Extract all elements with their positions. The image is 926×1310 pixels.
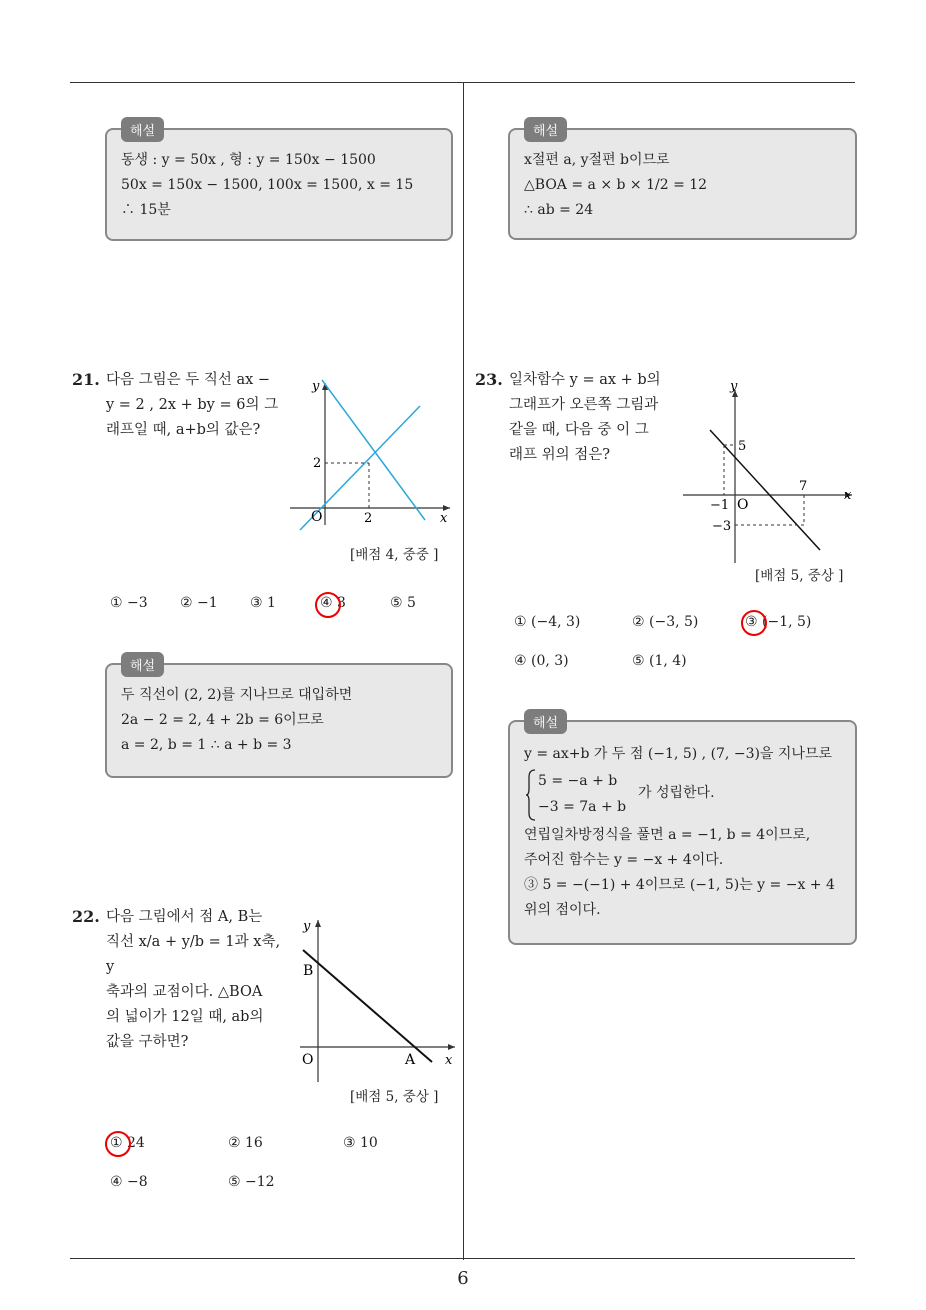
question-text-line: 축과의 교점이다. △BOA: [106, 984, 263, 1000]
question-text-line: 래프 위의 점은?: [509, 447, 611, 463]
line-AB: [303, 950, 432, 1062]
score-meta: [배점 4, 중중 ]: [350, 547, 439, 563]
solution-line: 동생 : y = 50x , 형 : y = 150x − 1500: [121, 152, 376, 168]
question-text: [509, 368, 679, 468]
choice-2[interactable]: ② (−3, 5): [632, 614, 699, 630]
solution-line: a = 2, b = 1 ∴ a + b = 3: [121, 737, 292, 753]
choice-4[interactable]: ④ (0, 3): [514, 653, 569, 669]
question-text-line: 일차함수 y = ax + b의: [509, 372, 661, 388]
question-text-line: 래프일 때, a+b의 값은?: [106, 422, 261, 438]
page-number: 6: [457, 1268, 469, 1289]
y-tick-label-minus3: −3: [712, 519, 732, 534]
origin-label: O: [302, 1052, 314, 1068]
point-b-label: B: [303, 963, 314, 979]
solution-line: ∴ ab = 24: [524, 202, 594, 218]
choice-3[interactable]: ③ (−1, 5): [745, 614, 812, 630]
question-text-line: 의 넓이가 12일 때, ab의: [106, 1009, 264, 1025]
x-tick-label: 2: [364, 511, 373, 526]
choice-1[interactable]: ① 24: [110, 1135, 145, 1151]
y-tick-label: 2: [313, 456, 322, 471]
graph-q23: [680, 375, 860, 565]
left-brace-icon: [526, 769, 536, 821]
question-text: [106, 905, 286, 1055]
choice-3[interactable]: ③ 1: [250, 595, 276, 611]
choice-1[interactable]: ① (−4, 3): [514, 614, 581, 630]
question-text-line: 다음 그림에서 점 A, B는: [106, 909, 263, 925]
solution-line: 50x = 150x − 1500, 100x = 1500, x = 15: [121, 177, 414, 193]
solution-box-20: [105, 124, 453, 241]
answer-mark-circle-icon: [315, 592, 341, 618]
x-axis-label: x: [844, 488, 852, 503]
equation-line: 5 = −a + b: [538, 773, 618, 789]
choice-1[interactable]: ① −3: [110, 595, 148, 611]
choice-3[interactable]: ③ 10: [343, 1135, 378, 1151]
column-divider: [463, 82, 464, 1260]
equation-system: [524, 767, 841, 823]
y-axis-arrow-icon: [315, 920, 321, 927]
answer-mark-circle-icon: [105, 1131, 131, 1157]
score-meta: [배점 5, 중상 ]: [350, 1089, 439, 1105]
score-meta: [배점 5, 중상 ]: [755, 568, 844, 584]
y-axis-label: y: [303, 919, 311, 934]
choice-2[interactable]: ② −1: [180, 595, 218, 611]
solution-line: x절편 a, y절편 b이므로: [524, 152, 670, 168]
y-axis-label: y: [730, 379, 738, 394]
origin-label: O: [737, 497, 749, 513]
origin-label: O: [311, 509, 323, 525]
equation-line: −3 = 7a + b: [538, 799, 627, 815]
x-axis-label: x: [445, 1053, 453, 1068]
solution-line: 연립일차방정식을 풀면 a = −1, b = 4이므로,: [524, 827, 811, 843]
solution-line: ③ 5 = −(−1) + 4이므로 (−1, 5)는 y = −x + 4: [524, 877, 835, 893]
question-text-line: 직선 x/a + y/b = 1과 x축, y: [106, 934, 281, 975]
solution-line: y = ax+b 가 두 점 (−1, 5) , (7, −3)을 지나므로: [524, 746, 833, 762]
choice-2[interactable]: ② 16: [228, 1135, 263, 1151]
graph-q21: [285, 375, 455, 535]
solution-line: ∴ 15분: [121, 202, 171, 218]
solution-line: 주어진 함수는 y = −x + 4이다.: [524, 852, 724, 868]
choice-5[interactable]: ⑤ (1, 4): [632, 653, 687, 669]
x-axis-arrow-icon: [448, 1044, 455, 1050]
x-tick-label-minus1: −1: [710, 498, 730, 513]
x-axis-label: x: [440, 511, 448, 526]
y-axis-label: y: [312, 379, 320, 394]
question-text: [106, 368, 286, 443]
answer-mark-circle-icon: [741, 610, 767, 636]
solution-line: △BOA = a × b × 1/2 = 12: [524, 177, 708, 193]
bottom-rule: [70, 1258, 855, 1259]
solution-line: 2a − 2 = 2, 4 + 2b = 6이므로: [121, 712, 324, 728]
solution-line: 두 직선이 (2, 2)를 지나므로 대입하면: [121, 687, 353, 703]
question-text-line: 값을 구하면?: [106, 1034, 189, 1050]
question-text-line: 같을 때, 다음 중 이 그: [509, 422, 649, 438]
question-text-line: y = 2 , 2x + by = 6의 그: [106, 397, 279, 413]
x-tick-label-7: 7: [799, 479, 808, 494]
solution-tag: 해설: [121, 117, 164, 142]
solution-box-22: [508, 124, 857, 240]
line-2x-by: [322, 380, 425, 520]
solution-box-21: [105, 659, 453, 778]
solution-tag: 해설: [121, 652, 164, 677]
point-a-label: A: [405, 1052, 416, 1068]
question-text-line: 다음 그림은 두 직선 ax −: [106, 372, 271, 388]
equation-tail: 가 성립한다.: [638, 785, 715, 801]
solution-box-23: [508, 716, 857, 945]
solution-tag: 해설: [524, 709, 567, 734]
graph-q22: [295, 912, 460, 1082]
y-tick-label-5: 5: [738, 439, 747, 454]
choice-4[interactable]: ④ −8: [110, 1174, 148, 1190]
question-number: 21.: [72, 370, 100, 389]
choice-5[interactable]: ⑤ −12: [228, 1174, 275, 1190]
question-number: 22.: [72, 907, 100, 926]
solution-tag: 해설: [524, 117, 567, 142]
question-number: 23.: [475, 370, 503, 389]
choice-4[interactable]: ④ 3: [320, 595, 346, 611]
solution-line: 위의 점이다.: [524, 902, 601, 918]
choice-5[interactable]: ⑤ 5: [390, 595, 416, 611]
question-text-line: 그래프가 오른쪽 그림과: [509, 397, 659, 413]
